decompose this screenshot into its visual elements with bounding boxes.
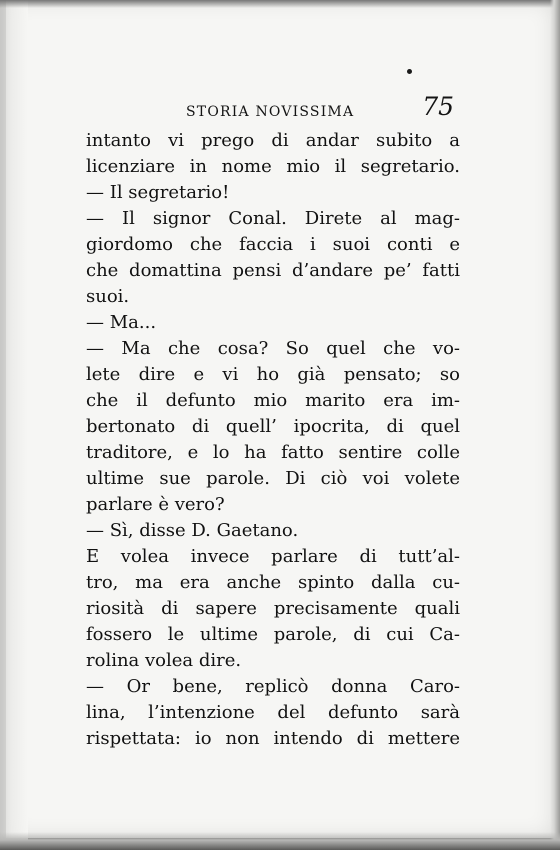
text-line: E volea invece parlare di tutt’al-: [86, 546, 460, 567]
text-line: fossero le ultime parole, di cui Ca-: [86, 624, 460, 645]
page-gutter-shadow: [0, 0, 28, 850]
text-line: rolina volea dire.: [86, 650, 242, 671]
text-line: rispettata: io non intendo di mettere: [86, 728, 460, 749]
text-line: ultime sue parole. Di ciò voi volete: [86, 468, 460, 489]
top-page-edge: [0, 0, 560, 8]
text-line: — Or bene, replicò donna Caro-: [86, 676, 460, 697]
text-line: — Sì, disse D. Gaetano.: [86, 520, 299, 541]
bottom-page-edge: [0, 832, 560, 850]
page-header: [86, 92, 460, 132]
text-line: traditore, e lo ha fatto sentire colle: [86, 442, 460, 463]
page-number: 75: [422, 92, 454, 121]
text-line: lina, l’intenzione del defunto sarà: [86, 702, 460, 723]
text-line: — Ma...: [86, 312, 157, 333]
text-line: parlare è vero?: [86, 494, 225, 515]
text-line: che domattina pensi d’andare pe’ fatti: [86, 260, 460, 281]
text-line: — Ma che cosa? So quel che vo-: [86, 338, 460, 359]
ink-speck: [407, 69, 412, 74]
text-line: intanto vi prego di andar subito a: [86, 130, 460, 151]
text-line: bertonato di quell’ ipocrita, di quel: [86, 416, 460, 437]
text-line: licenziare in nome mio il segretario.: [86, 156, 460, 177]
text-line: — Il signor Conal. Direte al mag-: [86, 208, 460, 229]
text-line: che il defunto mio marito era im-: [86, 390, 460, 411]
text-line: — Il segretario!: [86, 182, 230, 203]
body-text: [86, 128, 460, 752]
text-line: suoi.: [86, 286, 130, 307]
right-page-edge: [550, 0, 560, 850]
text-line: giordomo che faccia i suoi conti e: [86, 234, 460, 255]
running-head: STORIA NOVISSIMA: [186, 104, 355, 120]
text-line: tro, ma era anche spinto dalla cu-: [86, 572, 460, 593]
text-line: lete dire e vi ho già pensato; so: [86, 364, 460, 385]
text-line: riosità di sapere precisamente quali: [86, 598, 460, 619]
